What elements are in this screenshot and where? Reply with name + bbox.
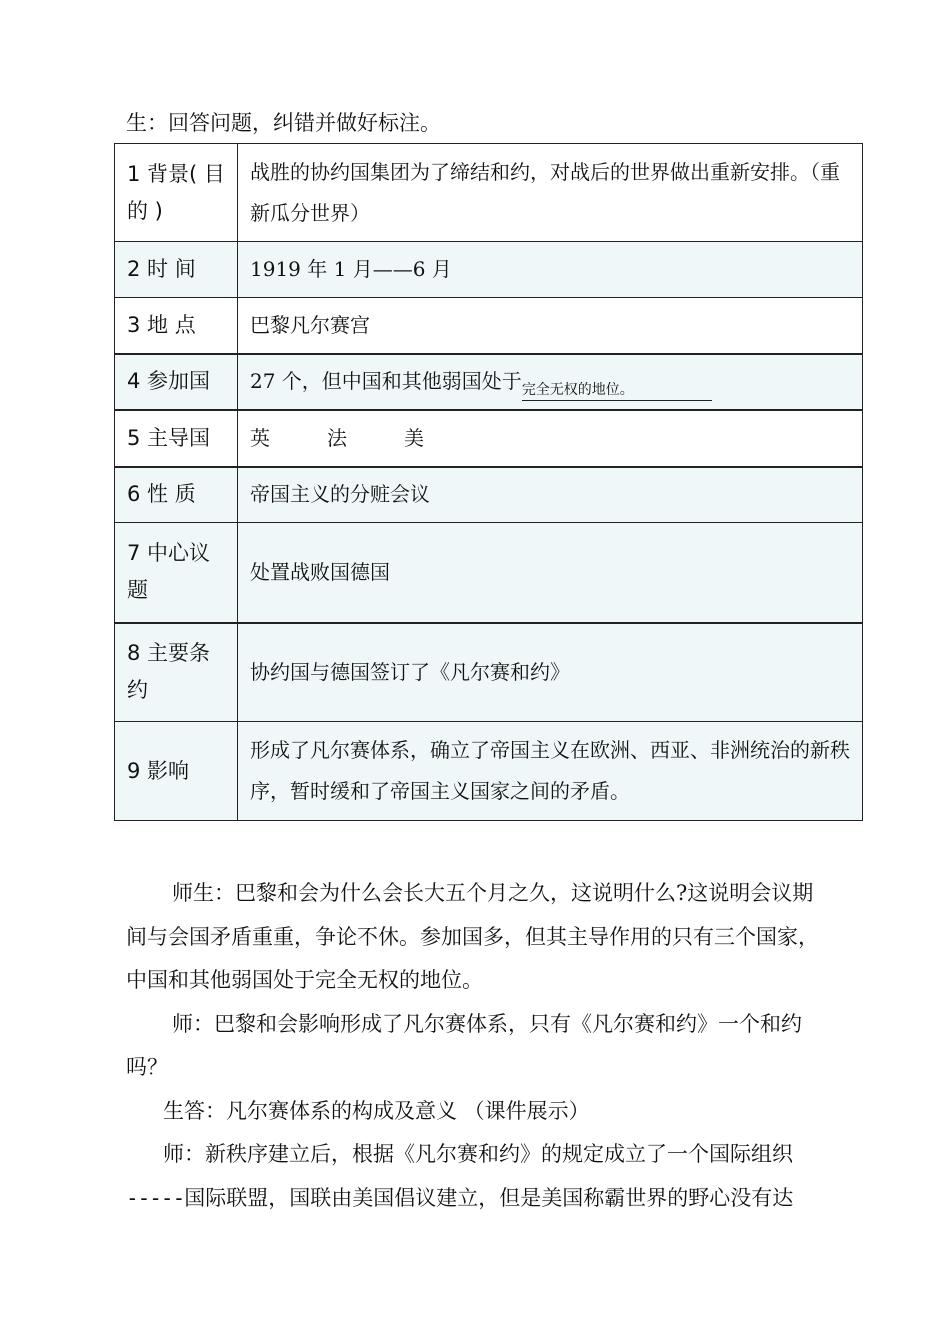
participants-text: 27 个，但中国和其他弱国处于 (250, 369, 522, 393)
table-row (115, 242, 863, 298)
paris-conference-table (114, 143, 863, 821)
fill-in-blank: 完全无权的地位。 (522, 380, 712, 401)
paragraph-5 (126, 1177, 826, 1221)
row-value-central-issue: 处置战败国德国 (238, 523, 863, 623)
table-row (115, 410, 863, 467)
power-britain: 英 (250, 425, 270, 450)
intro-line: 生：回答问题，纠错并做好标注。 (126, 111, 441, 135)
table-row (115, 467, 863, 523)
power-usa: 美 (404, 425, 424, 450)
row-key-background: 1 背景( 目的 ) (115, 144, 238, 242)
row-value-time: 1919 年 1 月——6 月 (238, 242, 863, 298)
table-row (115, 354, 863, 410)
paragraph-2: 师：巴黎和会影响形成了凡尔赛体系，只有《凡尔赛和约》一个和约吗？ (126, 1011, 802, 1079)
dash-leader: ----- (126, 1185, 185, 1210)
row-value-background: 战胜的协约国集团为了缔结和约，对战后的世界做出重新安排。（重新瓜分世界） (238, 144, 863, 242)
paragraph-1: 师生：巴黎和会为什么会长大五个月之久，这说明什么?这说明会议期间与会国矛盾重重，争论不休。参加国多，但其主导作用的只有三个国家，中国和其他弱国处于完全无权的地位。 (126, 881, 819, 992)
row-key-impact: 9 影响 (115, 722, 238, 821)
row-key-participants: 4 参加国 (115, 354, 238, 410)
power-france: 法 (327, 425, 347, 450)
row-value-leading-powers (238, 410, 863, 467)
row-key-main-treaty: 8 主要条约 (115, 623, 238, 722)
row-value-place: 巴黎凡尔赛宫 (238, 298, 863, 354)
row-key-leading-powers: 5 主导国 (115, 410, 238, 467)
table-row (115, 144, 863, 242)
row-key-time: 2 时 间 (115, 242, 238, 298)
row-value-impact: 形成了凡尔赛体系，确立了帝国主义在欧洲、西亚、非洲统治的新秩序，暂时缓和了帝国主义国家之间的矛盾。 (238, 722, 863, 821)
table-row (115, 298, 863, 354)
paragraph-4: 师：新秩序建立后，根据《凡尔赛和约》的规定成立了一个国际组织 (163, 1142, 793, 1166)
paragraph-3: 生答：凡尔赛体系的构成及意义 （课件展示） (163, 1098, 590, 1123)
paragraph-5-text: 国际联盟，国联由美国倡议建立，但是美国称霸世界的野心没有达 (184, 1185, 794, 1210)
body-text (126, 872, 826, 1220)
row-key-central-issue: 7 中心议题 (115, 523, 238, 623)
row-value-participants (238, 354, 863, 410)
table-row (115, 623, 863, 722)
row-value-nature: 帝国主义的分赃会议 (238, 467, 863, 523)
row-key-nature: 6 性 质 (115, 467, 238, 523)
row-key-place: 3 地 点 (115, 298, 238, 354)
table-row (115, 523, 863, 623)
row-value-main-treaty: 协约国与德国签订了《凡尔赛和约》 (238, 623, 863, 722)
table-row (115, 722, 863, 821)
